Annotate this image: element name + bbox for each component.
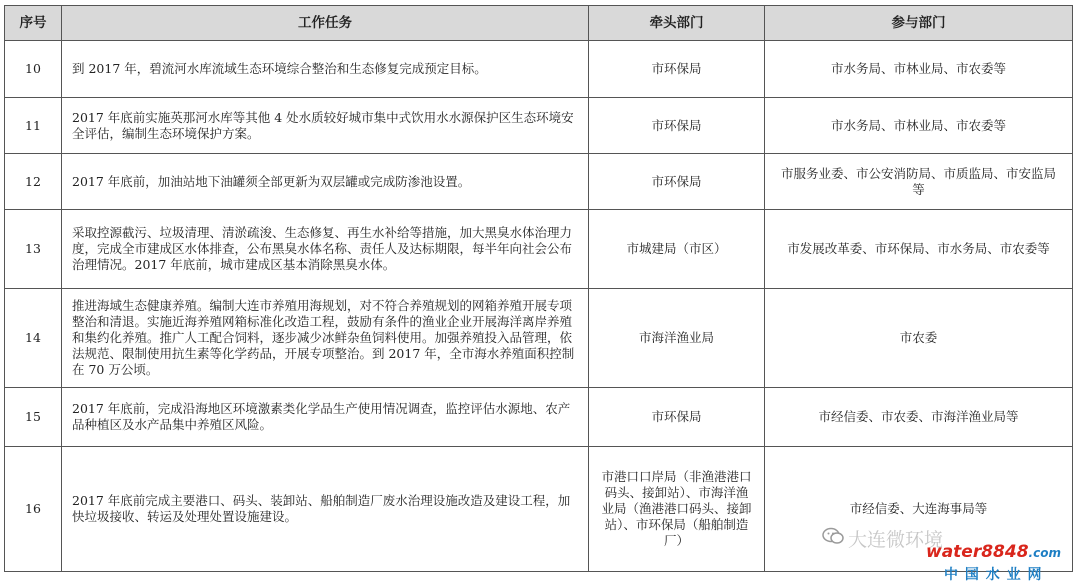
table-row bbox=[5, 41, 1073, 98]
lead-dept-cell: 市环保局 bbox=[589, 98, 765, 154]
table-row bbox=[5, 210, 1073, 289]
work-task-table bbox=[4, 5, 1073, 572]
watermark bbox=[822, 527, 1072, 585]
task-cell: 采取控源截污、垃圾清理、清淤疏浚、生态修复、再生水补给等措施，加大黑臭水体治理力度，完成全市建成区水体排查，公布黑臭水体名称、责任人及达标期限，每半年向社会公布治理情况。2017 年底前，城市建成区基本消除黑臭水体。 bbox=[62, 210, 589, 289]
participants-cell: 市服务业委、市公安消防局、市质监局、市安监局等 bbox=[765, 154, 1073, 210]
header-participating-dept: 参与部门 bbox=[765, 6, 1073, 41]
lead-dept-cell: 市港口口岸局（非渔港港口码头、接卸站）、市海洋渔业局（渔港港口码头、接卸站）、市环保局（船舶制造厂） bbox=[589, 447, 765, 572]
task-cell: 2017 年底前，加油站地下油罐须全部更新为双层罐或完成防渗池设置。 bbox=[62, 154, 589, 210]
site-brand-name: water8848 bbox=[926, 542, 1029, 562]
task-cell: 2017 年底前实施英那河水库等其他 4 处水质较好城市集中式饮用水水源保护区生态环境安全评估，编制生态环境保护方案。 bbox=[62, 98, 589, 154]
table-row bbox=[5, 98, 1073, 154]
lead-dept-cell: 市环保局 bbox=[589, 388, 765, 447]
participants-cell: 市农委 bbox=[765, 289, 1073, 388]
site-name: 中 国 水 业 网 bbox=[944, 567, 1043, 583]
participants-cell: 市水务局、市林业局、市农委等 bbox=[765, 98, 1073, 154]
table-row bbox=[5, 154, 1073, 210]
task-cell: 到 2017 年，碧流河水库流域生态环境综合整治和生态修复完成预定目标。 bbox=[62, 41, 589, 98]
lead-dept-cell: 市环保局 bbox=[589, 154, 765, 210]
header-no: 序号 bbox=[5, 6, 62, 41]
row-number: 15 bbox=[5, 388, 62, 447]
site-brand bbox=[926, 542, 1061, 562]
header-task: 工作任务 bbox=[62, 6, 589, 41]
watermark-account: 大连微环境 bbox=[848, 529, 944, 551]
lead-dept-cell: 市海洋渔业局 bbox=[589, 289, 765, 388]
row-number: 11 bbox=[5, 98, 62, 154]
participants-cell: 市经信委、大连海事局等 bbox=[765, 447, 1073, 572]
row-number: 14 bbox=[5, 289, 62, 388]
wechat-icon bbox=[822, 527, 844, 545]
row-number: 13 bbox=[5, 210, 62, 289]
table-row bbox=[5, 388, 1073, 447]
row-number: 12 bbox=[5, 154, 62, 210]
lead-dept-cell: 市环保局 bbox=[589, 41, 765, 98]
header-lead-dept: 牵头部门 bbox=[589, 6, 765, 41]
task-cell: 2017 年底前完成主要港口、码头、装卸站、船舶制造厂废水治理设施改造及建设工程，加快垃圾接收、转运及处理处置设施建设。 bbox=[62, 447, 589, 572]
task-cell: 2017 年底前，完成沿海地区环境激素类化学品生产使用情况调查，监控评估水源地、农产品种植区及水产品集中养殖区风险。 bbox=[62, 388, 589, 447]
site-brand-suffix: .com bbox=[1028, 546, 1061, 560]
participants-cell: 市发展改革委、市环保局、市水务局、市农委等 bbox=[765, 210, 1073, 289]
row-number: 16 bbox=[5, 447, 62, 572]
task-cell: 推进海域生态健康养殖。编制大连市养殖用海规划，对不符合养殖规划的网箱养殖开展专项整治和清退。实施近海养殖网箱标准化改造工程，鼓励有条件的渔业企业开展海洋离岸养殖和集约化养殖。推广人工配合饲料，逐步减少冰鲜杂鱼饲料使用。加强养殖投入品管理，依法规范、限制使用抗生素等化学药品，开展专项整治。到 2017 年，全市海水养殖面积控制在 70 万公顷。 bbox=[62, 289, 589, 388]
row-number: 10 bbox=[5, 41, 62, 98]
participants-cell: 市经信委、市农委、市海洋渔业局等 bbox=[765, 388, 1073, 447]
participants-cell: 市水务局、市林业局、市农委等 bbox=[765, 41, 1073, 98]
lead-dept-cell: 市城建局（市区） bbox=[589, 210, 765, 289]
table-row bbox=[5, 289, 1073, 388]
table-header-row bbox=[5, 6, 1073, 41]
